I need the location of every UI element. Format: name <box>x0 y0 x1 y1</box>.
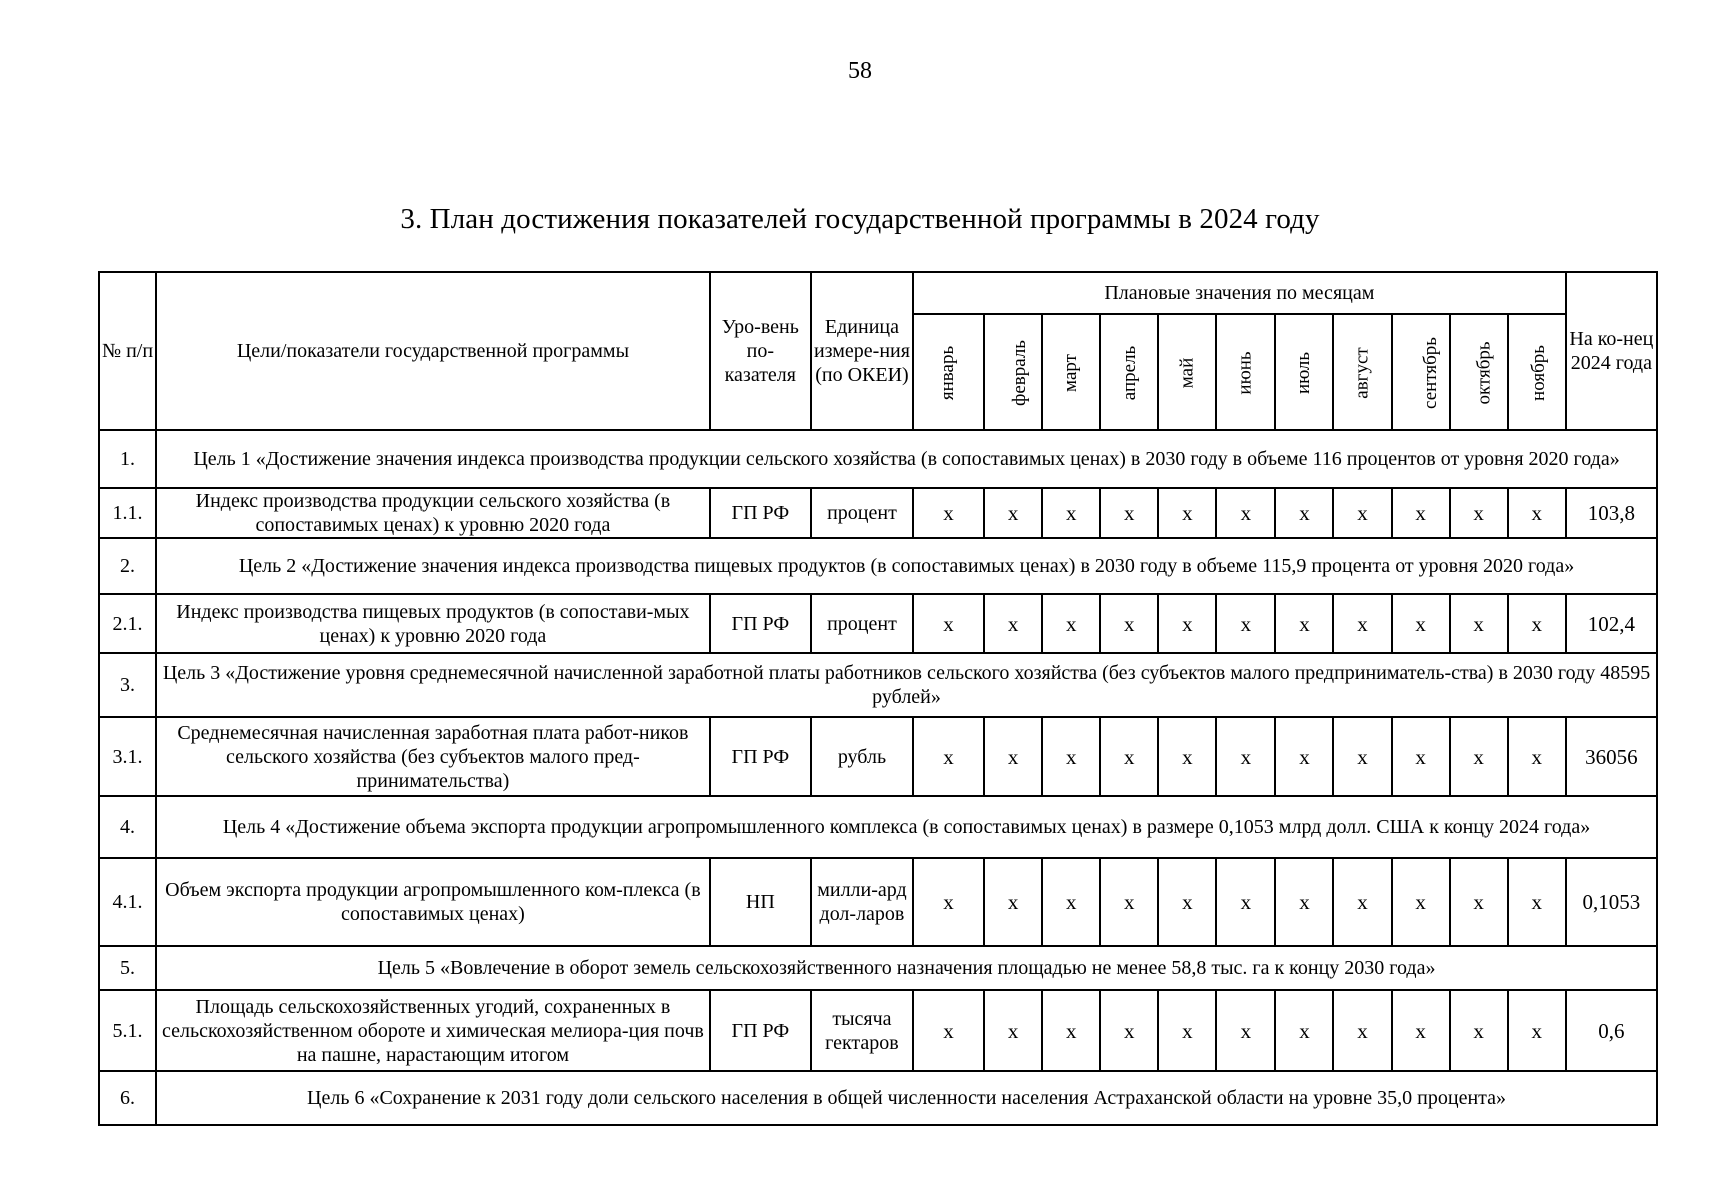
row-number: 5. <box>99 946 156 990</box>
indicator-level: ГП РФ <box>710 488 811 538</box>
month-value: x <box>1392 488 1450 538</box>
end-of-year-value: 0,6 <box>1566 990 1657 1071</box>
month-value: x <box>1100 990 1158 1071</box>
end-of-year-value: 36056 <box>1566 717 1657 796</box>
month-value: x <box>1508 717 1566 796</box>
month-value: x <box>1275 717 1333 796</box>
month-value: x <box>1275 858 1333 946</box>
goal-row <box>99 653 1657 717</box>
month-value: x <box>1333 488 1391 538</box>
row-number: 1. <box>99 430 156 488</box>
row-number: 3. <box>99 653 156 717</box>
month-value: x <box>1158 990 1216 1071</box>
month-value: x <box>1392 858 1450 946</box>
indicator-unit: процент <box>811 594 913 653</box>
row-number: 2. <box>99 538 156 594</box>
month-label: август <box>1351 346 1373 399</box>
month-value: x <box>1333 990 1391 1071</box>
month-value: x <box>913 858 984 946</box>
month-value: x <box>1100 594 1158 653</box>
month-value: x <box>1042 488 1100 538</box>
month-value: x <box>1508 488 1566 538</box>
header-month <box>1450 314 1508 430</box>
month-label: апрель <box>1119 345 1141 400</box>
goal-text: Цель 1 «Достижение значения индекса производства продукции сельского хозяйства (в сопоставимых ценах) в 2030 году в объеме 116 процентов от уровня 2020 года» <box>156 430 1657 488</box>
row-number: 2.1. <box>99 594 156 653</box>
month-value: x <box>1216 488 1275 538</box>
goal-text: Цель 2 «Достижение значения индекса производства пищевых продуктов (в сопоставимых ценах) в 2030 году в объеме 115,9 процента от уровня 2020 года» <box>156 538 1657 594</box>
month-value: x <box>1158 858 1216 946</box>
goal-row <box>99 796 1657 858</box>
goal-row <box>99 1071 1657 1125</box>
header-num: № п/п <box>99 272 156 430</box>
month-label: сентябрь <box>1419 336 1441 409</box>
goal-text: Цель 3 «Достижение уровня среднемесячной начисленной заработной платы работников сельского хозяйства (без субъектов малого предприниматель-ства) в 2030 году 48595 рублей» <box>156 653 1657 717</box>
month-value: x <box>1275 990 1333 1071</box>
month-label: февраль <box>1009 339 1031 406</box>
month-value: x <box>1216 594 1275 653</box>
month-label: июль <box>1293 351 1315 394</box>
month-value: x <box>1216 858 1275 946</box>
goal-row <box>99 538 1657 594</box>
month-value: x <box>1275 488 1333 538</box>
month-label: ноябрь <box>1527 344 1549 401</box>
header-month <box>1275 314 1333 430</box>
month-value: x <box>984 594 1042 653</box>
month-value: x <box>913 594 984 653</box>
month-value: x <box>1216 717 1275 796</box>
indicator-level: ГП РФ <box>710 594 811 653</box>
indicator-row <box>99 717 1657 796</box>
row-number: 4. <box>99 796 156 858</box>
month-value: x <box>1450 858 1508 946</box>
month-value: x <box>1042 594 1100 653</box>
indicator-name: Индекс производства продукции сельского хозяйства (в сопоставимых ценах) к уровню 2020 года <box>156 488 710 538</box>
header-month <box>1216 314 1275 430</box>
month-value: x <box>984 717 1042 796</box>
month-label: январь <box>937 345 959 400</box>
document-title: 3. План достижения показателей государственной программы в 2024 году <box>400 203 1320 235</box>
indicator-name: Среднемесячная начисленная заработная плата работ-ников сельского хозяйства (без субъектов малого пред-принимательства) <box>156 717 710 796</box>
row-number: 3.1. <box>99 717 156 796</box>
month-value: x <box>1450 717 1508 796</box>
month-value: x <box>1042 717 1100 796</box>
end-of-year-value: 102,4 <box>1566 594 1657 653</box>
month-value: x <box>1450 594 1508 653</box>
row-number: 6. <box>99 1071 156 1125</box>
month-value: x <box>1450 488 1508 538</box>
header-month <box>1042 314 1100 430</box>
indicator-level: ГП РФ <box>710 990 811 1071</box>
month-value: x <box>1158 594 1216 653</box>
goal-text: Цель 4 «Достижение объема экспорта продукции агропромышленного комплекса (в сопоставимых ценах) в размере 0,1053 млрд долл. США к концу 2024 года» <box>156 796 1657 858</box>
month-value: x <box>1508 594 1566 653</box>
row-number: 1.1. <box>99 488 156 538</box>
month-value: x <box>1100 717 1158 796</box>
indicator-name: Объем экспорта продукции агропромышленного ком-плекса (в сопоставимых ценах) <box>156 858 710 946</box>
month-value: x <box>1100 858 1158 946</box>
goal-text: Цель 6 «Сохранение к 2031 году доли сельского населения в общей численности населения Астраханской области на уровне 35,0 процента» <box>156 1071 1657 1125</box>
header-month <box>913 314 984 430</box>
month-value: x <box>1042 858 1100 946</box>
month-value: x <box>984 488 1042 538</box>
month-value: x <box>984 858 1042 946</box>
header-month <box>1508 314 1566 430</box>
month-value: x <box>913 488 984 538</box>
header-month <box>1158 314 1216 430</box>
indicator-name: Индекс производства пищевых продуктов (в сопостави-мых ценах) к уровню 2020 года <box>156 594 710 653</box>
table-body <box>99 430 1657 1125</box>
month-value: x <box>1333 594 1391 653</box>
indicator-row <box>99 858 1657 946</box>
indicator-row <box>99 594 1657 653</box>
header-level: Уро-вень по-казателя <box>710 272 811 430</box>
month-label: май <box>1176 357 1198 388</box>
month-value: x <box>1158 717 1216 796</box>
month-value: x <box>1392 717 1450 796</box>
month-value: x <box>1333 717 1391 796</box>
indicator-unit: процент <box>811 488 913 538</box>
month-value: x <box>984 990 1042 1071</box>
header-month <box>1100 314 1158 430</box>
goal-row <box>99 946 1657 990</box>
header-unit: Единица измере-ния (по ОКЕИ) <box>811 272 913 430</box>
month-label: март <box>1060 353 1082 392</box>
table-header <box>99 272 1657 430</box>
header-month <box>984 314 1042 430</box>
goal-row <box>99 430 1657 488</box>
month-value: x <box>1392 594 1450 653</box>
header-goals: Цели/показатели государственной программы <box>156 272 710 430</box>
plan-table <box>98 271 1658 1126</box>
month-value: x <box>913 717 984 796</box>
goal-text: Цель 5 «Вовлечение в оборот земель сельскохозяйственного назначения площадью не менее 58,8 тыс. га к концу 2030 года» <box>156 946 1657 990</box>
page-number: 58 <box>848 58 872 84</box>
indicator-row <box>99 990 1657 1071</box>
month-value: x <box>1158 488 1216 538</box>
month-value: x <box>913 990 984 1071</box>
header-monthly: Плановые значения по месяцам <box>913 272 1566 314</box>
indicator-unit: рубль <box>811 717 913 796</box>
row-number: 5.1. <box>99 990 156 1071</box>
indicator-name: Площадь сельскохозяйственных угодий, сохраненных в сельскохозяйственном обороте и химическая мелиора-ция почв на пашне, нарастающим итогом <box>156 990 710 1071</box>
month-value: x <box>1508 990 1566 1071</box>
month-value: x <box>1333 858 1391 946</box>
end-of-year-value: 103,8 <box>1566 488 1657 538</box>
indicator-level: ГП РФ <box>710 717 811 796</box>
month-value: x <box>1275 594 1333 653</box>
month-value: x <box>1216 990 1275 1071</box>
month-value: x <box>1450 990 1508 1071</box>
header-month <box>1392 314 1450 430</box>
month-label: октябрь <box>1473 340 1495 405</box>
indicator-unit: милли-ард дол-ларов <box>811 858 913 946</box>
header-end: На ко-нец 2024 года <box>1566 272 1657 430</box>
month-label: июнь <box>1234 350 1256 395</box>
month-value: x <box>1392 990 1450 1071</box>
month-value: x <box>1100 488 1158 538</box>
month-value: x <box>1508 858 1566 946</box>
month-value: x <box>1042 990 1100 1071</box>
row-number: 4.1. <box>99 858 156 946</box>
indicator-unit: тысяча гектаров <box>811 990 913 1071</box>
header-month <box>1333 314 1391 430</box>
end-of-year-value: 0,1053 <box>1566 858 1657 946</box>
indicator-level: НП <box>710 858 811 946</box>
indicator-row <box>99 488 1657 538</box>
